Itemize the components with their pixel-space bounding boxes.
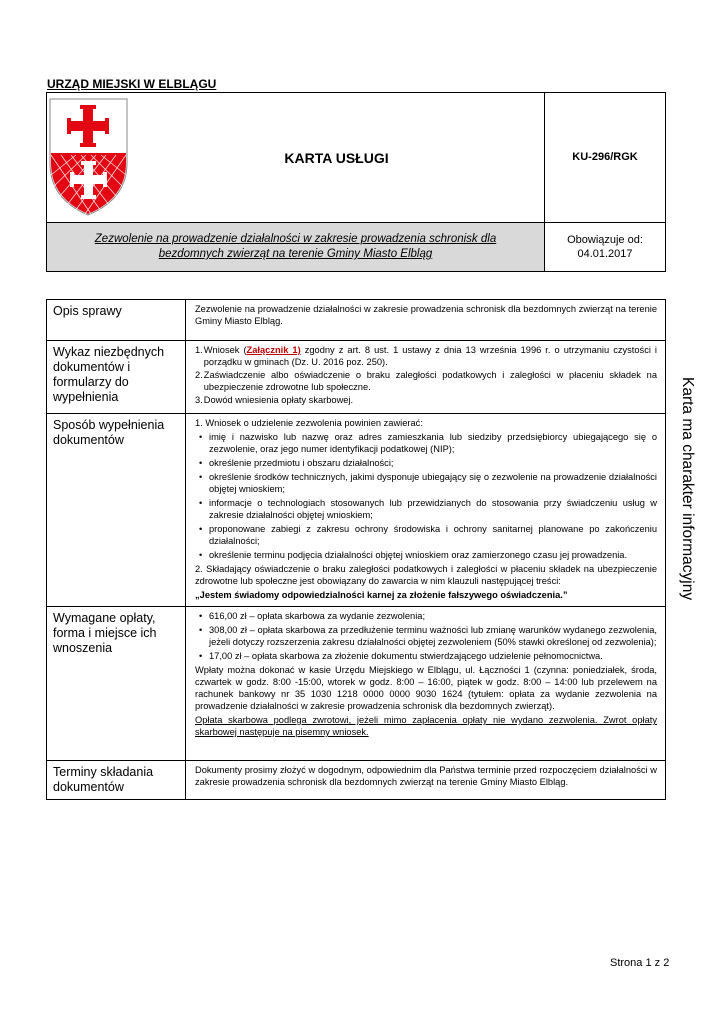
list-item: • informacje o technologiach stosowanych lub przewidzianych do stosowania przy świadczeniu usług w zakresie działalności objętej wnioskiem; bbox=[199, 498, 657, 520]
item-number: 1. bbox=[195, 345, 203, 355]
attachment-link[interactable]: Załącznik 1) bbox=[246, 345, 301, 355]
refund-info: Opłata skarbowa podlega zwrotowi, jeżeli mimo zapłacenia opłaty nie wydano zezwolenia. Zwrot opłaty skarbowej następuje na pisemny wniosek. bbox=[195, 715, 657, 737]
list-item: • proponowane zabiegi z zakresu ochrony środowiska i ochrony sanitarnej planowane po zakończeniu działalności; bbox=[199, 524, 657, 546]
row-content bbox=[186, 341, 666, 414]
bullet-text: informacje o technologiach stosowanych lub przewidzianych do stosowania przy świadczeniu usług w zakresie działalności objętej wnioskiem; bbox=[209, 498, 657, 520]
valid-from bbox=[545, 223, 666, 272]
valid-label: Obowiązuje od: bbox=[567, 234, 643, 246]
row-content bbox=[186, 300, 666, 341]
fee-text: 616,00 zł – opłata skarbowa za wydanie zezwolenia; bbox=[209, 611, 426, 621]
item-text bbox=[204, 344, 657, 368]
list-item: • 616,00 zł – opłata skarbowa za wydanie zezwolenia; bbox=[199, 610, 657, 622]
bullet-text: proponowane zabiegi z zakresu ochrony środowiska i ochrony sanitarnej planowane po zakończeniu działalności; bbox=[209, 524, 657, 546]
bullet-text: imię i nazwisko lub nazwę oraz adres zamieszkania lub siedziby przedsiębiorcy ubiegającego się o zezwolenie, oraz jego numer identyfikacji podatkowej (NIP); bbox=[209, 432, 657, 454]
fee-text: 17,00 zł – opłata skarbowa za złożenie dokumentu stwierdzającego udzielenie pełnomocnictwa. bbox=[209, 651, 603, 661]
item-text-post: zgodny z art. 8 ust. 1 ustawy z dnia 13 września 1996 r. o utrzymaniu czystości i porządku w gminach (Dz. U. 2016 poz. 250). bbox=[203, 345, 657, 367]
office-name: URZĄD MIEJSKI W ELBLĄGU bbox=[47, 77, 217, 91]
item-number: 3. bbox=[195, 395, 203, 405]
row-wykaz bbox=[47, 341, 666, 414]
row-content bbox=[186, 607, 666, 761]
list-item: • 308,00 zł – opłata skarbowa za przedłużenie terminu ważności lub zmianę warunków wydanego zezwolenia, jeżeli dotyczy rozszerzenia zakresu działalności objętej zezwoleniem (50% stawki określonej od zezwolenia); bbox=[199, 625, 657, 647]
bullet-text: określenie przedmiotu i obszaru działalności; bbox=[209, 458, 394, 468]
item-text-pre: Wniosek ( bbox=[203, 345, 247, 355]
page-number: Strona 1 z 2 bbox=[610, 957, 670, 969]
list-item: • określenie terminu podjęcia działalności objętej wnioskiem oraz zamierzonego czasu jej prowadzenia. bbox=[199, 549, 657, 561]
crest-cell bbox=[47, 93, 130, 223]
fee-text: 308,00 zł – opłata skarbowa za przedłużenie terminu ważności lub zmianę warunków wydanego zezwolenia, jeżeli dotyczy rozszerzenia zakresu działalności objętej zezwoleniem (50% stawki określonej od zezwolenia); bbox=[209, 625, 657, 647]
declaration-clause: „Jestem świadomy odpowiedzialności karnej za złożenie fałszywego oświadczenia.” bbox=[195, 590, 568, 600]
opis-text: Zezwolenie na prowadzenie działalności w zakresie prowadzenia schronisk dla bezdomnych zwierząt na terenie Gminy Miasto Elbląg. bbox=[195, 304, 657, 326]
row-oplaty bbox=[47, 607, 666, 761]
card-code: KU-296/RGK bbox=[545, 93, 666, 223]
row-label: Terminy składania dokumentów bbox=[47, 761, 186, 800]
item-text: Zaświadczenie albo oświadczenie o braku zaległości podatkowych i zaległości w płaceniu składek na ubezpieczenie zdrowotne lub społeczne. bbox=[203, 370, 657, 392]
subject-title: Zezwolenie na prowadzenie działalności w zakresie prowadzenia schronisk dla bezdomnych zwierząt na terenie Gminy Miasto Elbląg bbox=[47, 223, 545, 272]
list-item bbox=[195, 394, 657, 406]
row-label: Opis sprawy bbox=[47, 300, 186, 341]
item-number: 2. bbox=[195, 370, 203, 380]
sposob-point2: 2. Składający oświadczenie o braku zaległości podatkowych i zaległości w płaceniu składek na ubezpieczenie zdrowotne lub społeczne jest obowiązany do zawarcia w nim klauzuli następującej treści: bbox=[195, 564, 657, 586]
row-sposob bbox=[47, 414, 666, 607]
row-label: Wymagane opłaty, forma i miejsce ich wnoszenia bbox=[47, 607, 186, 761]
valid-date: 04.01.2017 bbox=[577, 248, 633, 260]
row-terminy bbox=[47, 761, 666, 800]
service-table bbox=[46, 299, 666, 800]
list-item: • określenie środków technicznych, jakimi dysponuje ubiegający się o zezwolenie na prowadzenie działalności objętej wnioskiem; bbox=[199, 472, 657, 494]
side-note: Karta ma charakter informacyjny bbox=[679, 377, 696, 601]
row-label: Sposób wypełnienia dokumentów bbox=[47, 414, 186, 607]
header-table bbox=[46, 92, 666, 272]
city-crest-icon bbox=[47, 93, 129, 217]
bullet-text: określenie środków technicznych, jakimi dysponuje ubiegający się o zezwolenie na prowadzenie działalności objętej wnioskiem; bbox=[209, 472, 657, 494]
list-item: • imię i nazwisko lub nazwę oraz adres zamieszkania lub siedziby przedsiębiorcy ubiegającego się o zezwolenie, oraz jego numer identyfikacji podatkowej (NIP); bbox=[199, 432, 657, 454]
list-item: • określenie przedmiotu i obszaru działalności; bbox=[199, 457, 657, 469]
card-title: KARTA USŁUGI bbox=[129, 93, 545, 223]
list-item bbox=[195, 369, 657, 393]
bullet-text: określenie terminu podjęcia działalności objętej wnioskiem oraz zamierzonego czasu jej prowadzenia. bbox=[209, 550, 628, 560]
list-item bbox=[195, 344, 657, 368]
row-label: Wykaz niezbędnych dokumentów i formularzy do wypełnienia bbox=[47, 341, 186, 414]
payment-info: Wpłaty można dokonać w kasie Urzędu Miejskiego w Elblągu, ul. Łączności 1 (czynna: poniedziałek, środa, czwartek w godz. 8:00 -15:00, wtorek w godz. 8:00 – 16:00, piątek w godz. 8:00 – 14:00 lub przelewem na rachunek bankowy nr 35 1030 1218 0000 0000 9030 1624 (tytułem: opłata za wydanie zezwolenia na prowadzenie działalności w zakresie prowadzenia schronisk dla bezdomnych zwierząt). bbox=[195, 665, 657, 711]
item-text: Dowód wniesienia opłaty skarbowej. bbox=[203, 395, 354, 405]
list-item: • 17,00 zł – opłata skarbowa za złożenie dokumentu stwierdzającego udzielenie pełnomocnictwa. bbox=[199, 650, 657, 662]
terminy-text: Dokumenty prosimy złożyć w dogodnym, odpowiednim dla Państwa terminie przed rozpoczęciem działalności w zakresie prowadzenia schronisk dla bezdomnych zwierząt na terenie Gminy Miasto Elbląg. bbox=[195, 765, 657, 787]
row-content bbox=[186, 761, 666, 800]
row-content bbox=[186, 414, 666, 607]
row-opis bbox=[47, 300, 666, 341]
sposob-intro: 1. Wniosek o udzielenie zezwolenia powinien zawierać: bbox=[195, 418, 423, 428]
